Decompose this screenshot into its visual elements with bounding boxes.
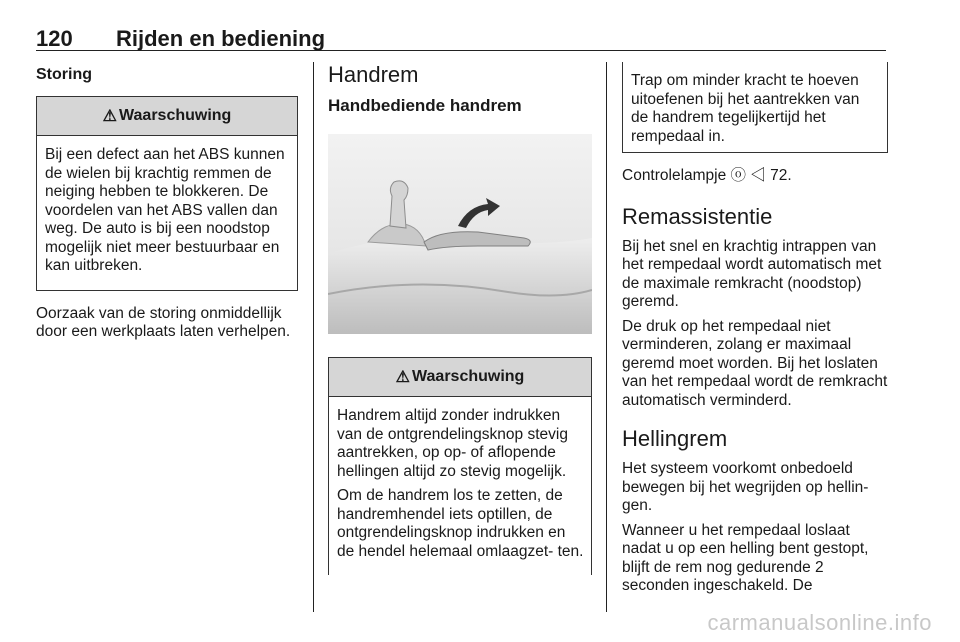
column-middle (328, 62, 592, 575)
hellingrem-paragraph-2: Wanneer u het rempedaal loslaat nadat u op een helling bent gestopt, blijft de rem nog gedurende 2 seconden ingeschakeld. De (622, 521, 869, 594)
column-divider-left (313, 62, 314, 612)
warning-text: Bij een defect aan het ABS kunnen de wielen bij krachtig remmen de neiging hebben te blokkeren. De voordelen van het ABS vallen dan weg. De auto is bij een noodstop mogelijk niet meer bestuurbaar en kan uitbreken. (45, 146, 285, 274)
column-right (622, 62, 888, 602)
warning-triangle-icon: ⚠ (395, 369, 411, 386)
remassistentie-paragraph-1: Bij het snel en krachtig intrappen van het rempedaal wordt automatisch met de maximale remkracht (noodstop) geremd. (622, 237, 882, 310)
storing-paragraph: Oorzaak van de storing onmiddellijk door een werkplaats laten verhelpen. (36, 304, 291, 340)
warning-header (329, 358, 591, 397)
column-left (36, 62, 298, 348)
page-number: 120 (36, 26, 73, 51)
warning-body (329, 397, 591, 575)
section-title-hellingrem: Hellingrem (622, 426, 728, 451)
warning-header (37, 97, 297, 136)
column-divider-right (606, 62, 607, 612)
warning-paragraph-2: Om de handrem los te zetten, de handremhendel iets optillen, de ontgrendelingsknop indrukken en de hendel helemaal omlaagzet- ten. (337, 487, 584, 560)
warning-paragraph-1: Handrem altijd zonder indrukken van de ontgrendelingsknop stevig aantrekken, op op- of aflopende hellingen altijd zo stevig mogelijk. (337, 407, 568, 480)
remassistentie-paragraph-2: De druk op het rempedaal niet verminderen, zolang er maximaal geremd moet worden. Bij het loslaten van het rempedaal wordt de remkracht automatisch verminderd. (622, 317, 888, 409)
section-title-remassistentie: Remassistentie (622, 203, 773, 229)
subtitle-handbediende-handrem: Handbediende handrem (328, 96, 522, 115)
control-lamp-reference: Controlelampje ⓞ ◁ 72. (622, 167, 792, 184)
section-title-handrem: Handrem (328, 62, 419, 87)
warning-title: Waarschuwing (119, 107, 232, 124)
chapter-title: Rijden en bediening (116, 26, 326, 51)
hellingrem-paragraph-1: Het systeem voorkomt onbedoeld bewegen bij het wegrijden op hellin- gen. (622, 460, 869, 514)
continuation-text: Trap om minder kracht te hoeven uitoefenen bij het aantrekken van de handrem tegelijkertijd het rempedaal in. (631, 72, 860, 145)
section-heading-storing: Storing (36, 66, 92, 83)
warning-title: Waarschuwing (412, 368, 525, 385)
warning-box-handrem (328, 357, 592, 575)
warning-box-continuation (622, 62, 888, 153)
warning-box-abs (36, 96, 298, 291)
page-header (36, 26, 886, 51)
handbrake-illustration (328, 134, 592, 334)
warning-triangle-icon: ⚠ (102, 108, 118, 125)
warning-body (37, 136, 297, 290)
watermark: carmanualsonline.info (707, 610, 932, 635)
